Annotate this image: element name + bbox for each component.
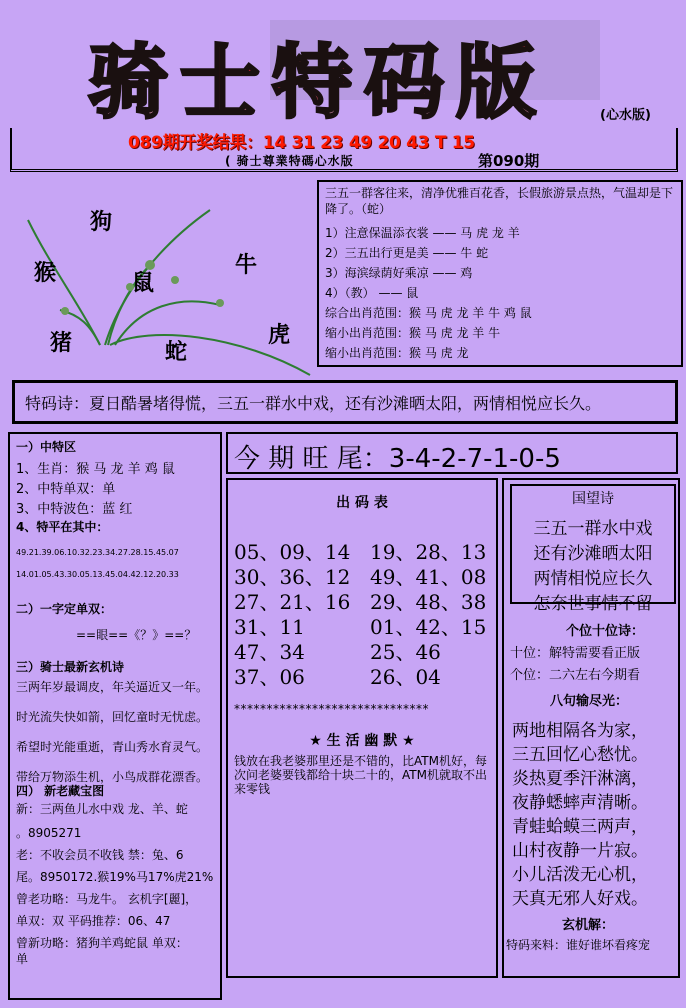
- guowang-poem-box: [510, 484, 676, 614]
- s1-item: 4、特平在其中：: [16, 520, 109, 534]
- star-divider: ******************************: [234, 702, 429, 716]
- number-table-heading: 出 码 表: [336, 495, 388, 511]
- zodiac-snake: 蛇: [165, 339, 188, 365]
- zodiac-rat: 鼠: [132, 270, 155, 296]
- tema-poem: 特码诗：夏日酷暑堵得慌，三五一群水中戏，还有沙滩晒太阳，两情相悦应长久。: [12, 380, 678, 424]
- slogan: ( 骑士尊業特碼心水版: [225, 154, 354, 168]
- number-cell: 05、09、14: [234, 540, 351, 564]
- number-cell: 19、28、13: [370, 540, 487, 564]
- poem-line: 3）海滨绿荫好乘凉 —— 鸡: [325, 266, 473, 280]
- number-cell: 47、34: [234, 640, 305, 664]
- poem-line: 1）注意保温添衣裳 —— 马 虎 龙 羊: [325, 226, 520, 240]
- zodiac-ox: 牛: [235, 252, 258, 278]
- digit-line: 个位：二六左右今期看: [510, 668, 641, 683]
- eight-line: 山村夜静一片寂。: [512, 841, 648, 861]
- xuanji-title: 玄机解：: [562, 918, 615, 933]
- s3-line: 三两年岁最调皮，年关逼近又一年。: [16, 680, 209, 694]
- s3-line: 时光流失快如箭，回忆童时无忧虑。: [16, 710, 209, 724]
- guowang-line: 两情相悦应长久: [533, 569, 653, 589]
- lucky-tail: 今 期 旺 尾：3-4-2-7-1-0-5: [226, 432, 678, 474]
- s4-line: 单: [16, 952, 29, 966]
- number-cell: 27、21、16: [234, 590, 351, 614]
- eight-line: 两地相隔各为家，: [512, 721, 648, 741]
- section4-title: 四） 新老藏宝图: [16, 784, 105, 798]
- s4-line: 老：不收会员不收钱 禁：兔、6: [16, 848, 184, 862]
- period-number: 第090期: [478, 152, 540, 170]
- eight-line: 夜静蟋蟀声清晰。: [512, 793, 648, 813]
- number-cell: 29、48、38: [370, 590, 487, 614]
- guowang-line: 还有沙滩晒太阳: [533, 544, 653, 564]
- number-cell: 25、46: [370, 640, 441, 664]
- digit-poem-title: 个位十位诗：: [566, 624, 645, 639]
- s4-line: 曾新功略：猪狗羊鸡蛇鼠 单双：: [16, 936, 188, 950]
- s1-item: 1、生肖：猴 马 龙 羊 鸡 鼠: [16, 462, 175, 477]
- number-cell: 30、36、12: [234, 565, 351, 589]
- s4-line: 单双：双 平码推荐：06、47: [16, 914, 171, 928]
- title-logo: [80, 20, 600, 130]
- left-column: [8, 432, 222, 1000]
- s1-item: 2、中特单双：单: [16, 482, 116, 497]
- s4-line: 曾老功略：马龙牛。 玄机字[麗]，: [16, 892, 198, 906]
- poem-line: 4）（教） —— 鼠: [325, 286, 419, 300]
- s2-text: ==眼==《？》==？: [76, 628, 197, 642]
- guowang-line: 怎奈世事情不留: [533, 594, 653, 614]
- eight-lines-title: 八句输尽光：: [550, 694, 629, 709]
- s4-line: 尾。8950172.猴19%马17%虎21%: [16, 870, 214, 884]
- s3-line: 带给万物添生机，小鸟成群花漂香。: [16, 770, 209, 784]
- poem-line: 缩小出肖范围：猴 马 虎 龙: [325, 346, 469, 360]
- zodiac-pig: 猪: [50, 330, 73, 356]
- zodiac-dog: 狗: [90, 209, 113, 235]
- number-cell: 31、11: [234, 615, 305, 639]
- number-cell: 49、41、08: [370, 565, 487, 589]
- s4-line: 。8905271: [16, 826, 82, 840]
- draw-result: 089期开奖结果：14 31 23 49 20 43 T 15: [128, 133, 475, 153]
- digit-line: 十位：解特需要看正版: [510, 646, 641, 661]
- section1-title: 一）中特区: [16, 440, 77, 454]
- poem-line: 缩小出肖范围：猴 马 虎 龙 羊 牛: [325, 326, 501, 340]
- section2-title: 二）一字定单双：: [16, 602, 113, 616]
- number-cell: 01、42、15: [370, 615, 487, 639]
- s1-item: 3、中特波色：蓝 红: [16, 502, 133, 517]
- poem-line: 2）三五出行更是美 —— 牛 蛇: [325, 246, 489, 260]
- title-text: 骑士特码版: [88, 35, 548, 129]
- guowang-line: 三五一群水中戏: [533, 519, 653, 539]
- number-cell: 37、06: [234, 665, 305, 689]
- humor-title: ★ 生 活 幽 默 ★: [309, 733, 415, 749]
- poem-line: 综合出肖范围：猴 马 虎 龙 羊 牛 鸡 鼠: [325, 306, 532, 320]
- s3-line: 希望时光能重逝，青山秀水育灵气。: [16, 740, 209, 754]
- zodiac-monkey: 猴: [34, 260, 57, 286]
- xuanji-text: 特码来料：谁好谁坏看疼宠: [506, 938, 651, 952]
- eight-line: 三五回忆心愁忧。: [512, 745, 648, 765]
- middle-column: [226, 478, 498, 978]
- eight-line: 小儿活泼无心机，: [512, 865, 648, 885]
- s1-numbers: 14.01.05.43.30.05.13.45.04.42.12.20.33: [16, 570, 179, 579]
- humor-text: 钱放在我老婆那里还是不错的，比ATM机好，每次问老婆要钱都给十块二十的，ATM机就取不出来零钱: [234, 754, 487, 796]
- number-cell: 26、04: [370, 665, 441, 689]
- s4-line: 新：三两鱼儿水中戏 龙、羊、蛇: [16, 802, 188, 816]
- title-art: [80, 20, 600, 130]
- eight-line: 天真无邪人好戏。: [512, 889, 648, 909]
- eight-line: 青蛙蛤蟆三两声，: [512, 817, 648, 837]
- eight-line: 炎热夏季汗淋漓，: [512, 769, 648, 789]
- poem-box: [317, 180, 683, 367]
- zodiac-tiger: 虎: [268, 322, 291, 348]
- guowang-title: 国望诗: [572, 491, 614, 507]
- edition-label: (心水版): [600, 108, 651, 123]
- section3-title: 三）骑士最新玄机诗: [16, 660, 125, 674]
- poem-intro: 三五一群客往来，清净优雅百花香，长假旅游景点热，气温却是下降了。（蛇）: [325, 186, 674, 216]
- s1-numbers: 49.21.39.06.10.32.23.34.27.28.15.45.07: [16, 548, 179, 557]
